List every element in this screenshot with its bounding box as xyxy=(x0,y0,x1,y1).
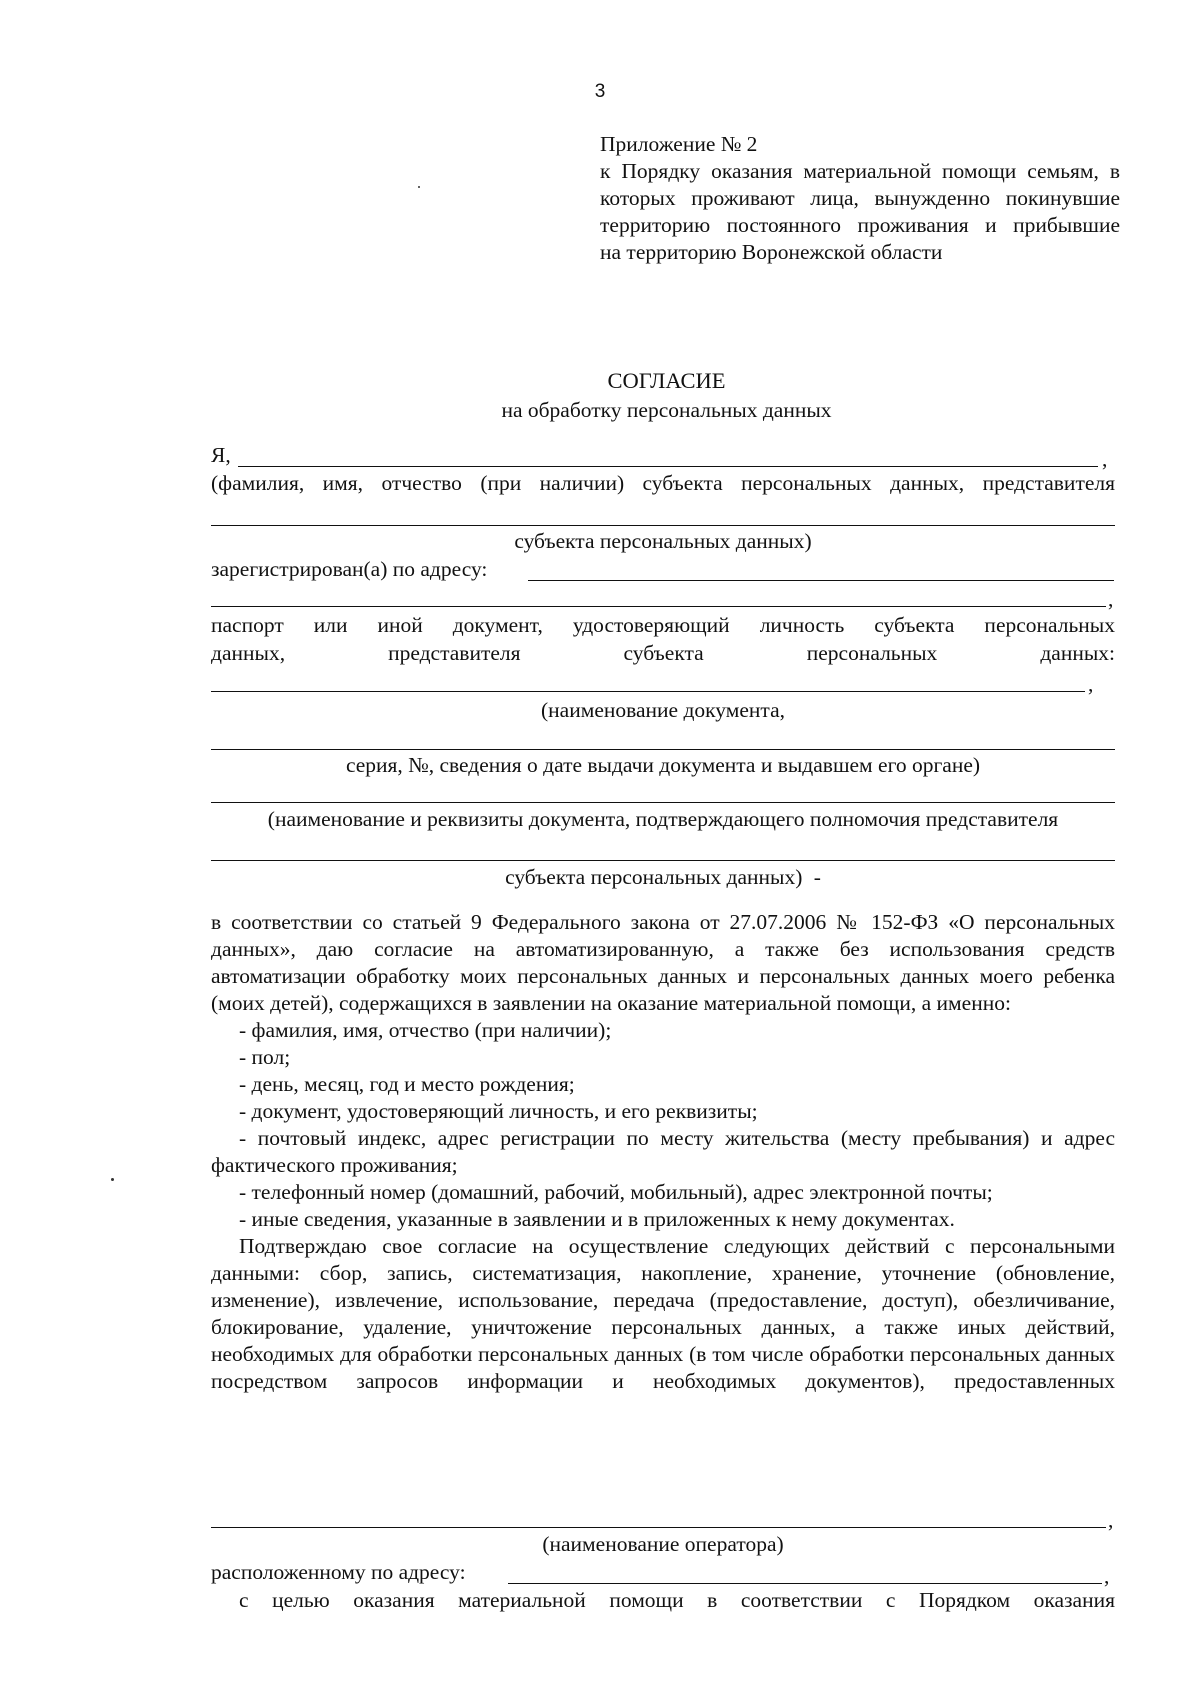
list-item: - день, месяц, год и место рождения; xyxy=(239,1072,575,1096)
list-item: - почтовый индекс, адрес регистрации по месту жительства (месту пребывания) и адрес фактического проживания; xyxy=(211,1126,1115,1177)
list-item: - пол; xyxy=(239,1045,291,1069)
document-field-line[interactable] xyxy=(211,691,1085,692)
rep-doc-caption-2 xyxy=(211,864,1115,891)
rep-doc-field-line-2[interactable] xyxy=(211,860,1115,861)
appendix-line: к Порядку оказания материальной помощи семьям, в xyxy=(600,159,1120,183)
appendix-line: на территорию Воронежской области xyxy=(600,240,943,264)
list-item: - документ, удостоверяющий личность, и его реквизиты; xyxy=(239,1099,758,1123)
list-item: - телефонный номер (домашний, рабочий, мобильный), адрес электронной почты; xyxy=(239,1180,993,1204)
address-label: зарегистрирован(а) по адресу: xyxy=(211,557,488,581)
fio-caption: (фамилия, имя, отчество (при наличии) субъекта персональных данных, представителя xyxy=(211,471,1115,495)
doc-name-caption: (наименование документа, xyxy=(541,698,785,722)
document-subtitle: на обработку персональных данных xyxy=(501,398,832,422)
operator-caption: (наименование оператора) xyxy=(542,1532,784,1556)
rep-doc-field-line[interactable] xyxy=(211,802,1115,803)
operator-field-line[interactable] xyxy=(211,1527,1106,1528)
scan-mark: - xyxy=(813,865,821,889)
list-item: - иные сведения, указанные в заявлении и в приложенных к нему документах. xyxy=(239,1207,955,1231)
appendix-block xyxy=(600,131,1120,266)
passport-line-1: паспорт или иной документ, удостоверяющий личность субъекта персональных xyxy=(211,613,1115,637)
appendix-title: Приложение № 2 xyxy=(600,132,758,156)
operator-address-field-line[interactable] xyxy=(508,1583,1102,1584)
passport-line-2: данных, представителя субъекта персональных данных: xyxy=(211,641,1115,665)
doc-series-caption: серия, №, сведения о дате выдачи документа и выдавшем его органе) xyxy=(345,753,981,777)
name-field-line[interactable] xyxy=(238,466,1098,467)
consent-body xyxy=(211,909,1115,1395)
scan-speck xyxy=(111,1178,114,1181)
appendix-line: территорию постоянного проживания и прибывшие xyxy=(600,213,1120,237)
consent-paragraph-3: с целью оказания материальной помощи в соответствии с Порядком оказания xyxy=(239,1588,1115,1612)
address-row xyxy=(211,556,1115,583)
operator-address-label: расположенному по адресу: xyxy=(211,1560,466,1584)
comma: , xyxy=(1108,587,1114,611)
fio-field-line[interactable] xyxy=(211,525,1115,526)
appendix-line: которых проживают лица, вынужденно покинувшие xyxy=(600,186,1120,210)
rep-doc-caption: (наименование и реквизиты документа, подтверждающего полномочия представителя xyxy=(267,807,1059,831)
consent-paragraph-2: Подтверждаю свое согласие на осуществление следующих действий с персональными данными: сбор, запись, систематизация, накопление, хранение, уточнение (обновление, изменение), извлечение, использование, передача (предоставление, доступ), обезличивание, блокирование, удаление, уничтожение персональных данных, а также иных действий, необходимых для обработки персональных данных (в том числе обработки персональных данных посредством запросов информации и необходимых документов), предоставленных xyxy=(211,1234,1115,1393)
address-field-line-2[interactable] xyxy=(211,606,1106,607)
ya-label: Я, xyxy=(211,443,231,467)
comma: , xyxy=(1104,1564,1110,1588)
doc-series-field-line[interactable] xyxy=(211,749,1115,750)
operator-address-row xyxy=(211,1559,1115,1586)
name-row xyxy=(211,442,1115,469)
rep-doc-caption-2-text: субъекта персональных данных) xyxy=(505,865,803,889)
comma: , xyxy=(1102,447,1108,471)
comma: , xyxy=(1108,1508,1114,1532)
address-field-line[interactable] xyxy=(528,580,1114,581)
document-title: СОГЛАСИЕ xyxy=(607,368,726,393)
comma: , xyxy=(1088,672,1094,696)
fio-caption-2: субъекта персональных данных) xyxy=(514,529,812,553)
consent-paragraph-1: в соответствии со статьей 9 Федерального закона от 27.07.2006 № 152-ФЗ «О персональных данных», даю согласие на автоматизированную, а также без использования средств автоматизации обработку моих персональных данных и персональных данных моего ребенка (моих детей), содержащихся в заявлении на оказание материальной помощи, а именно: xyxy=(211,910,1115,1015)
page-number: 3 xyxy=(594,81,606,102)
scan-speck xyxy=(418,186,420,188)
list-item: - фамилия, имя, отчество (при наличии); xyxy=(239,1018,612,1042)
